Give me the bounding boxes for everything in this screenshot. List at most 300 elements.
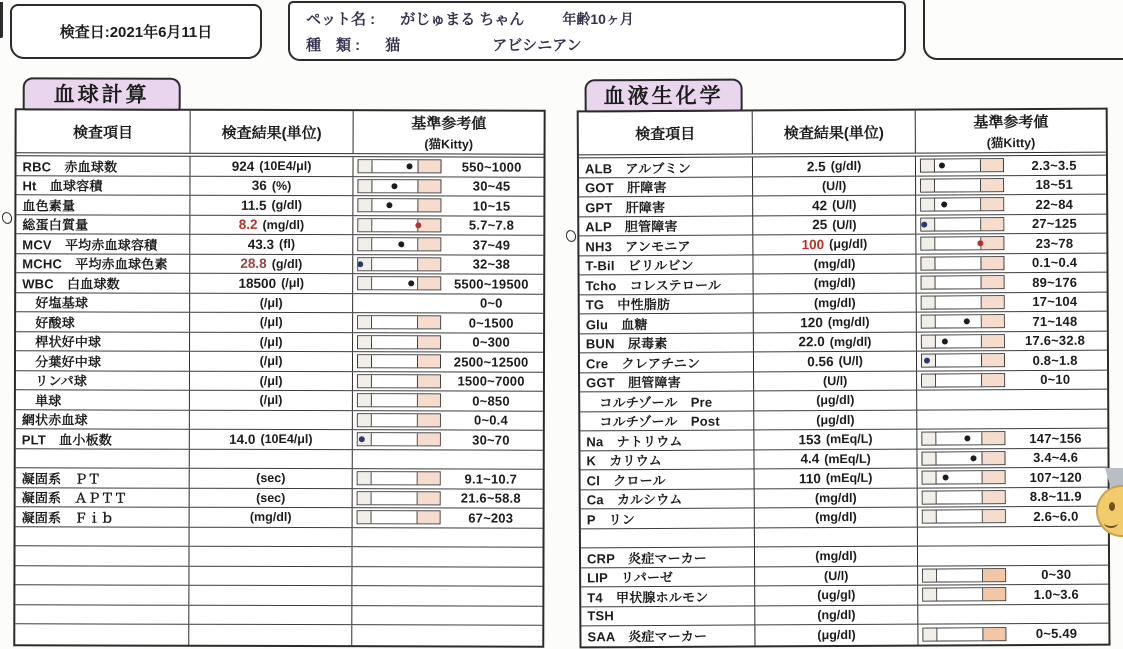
test-item-label: TG 中性脂肪 bbox=[585, 297, 671, 313]
range-bar-segment bbox=[981, 218, 1003, 230]
reference-header-main: 基準参考値 bbox=[973, 113, 1049, 132]
table-row bbox=[16, 371, 543, 392]
range-bar-segment bbox=[372, 336, 418, 348]
range-bar-segment bbox=[981, 179, 1003, 191]
table-row bbox=[16, 429, 543, 450]
range-bar-segment bbox=[372, 492, 418, 504]
reference-range-bar bbox=[357, 432, 441, 446]
range-bar-segment bbox=[937, 511, 983, 523]
range-bar-segment bbox=[923, 472, 937, 484]
result-value: 43.3 bbox=[247, 236, 275, 252]
result-value: 4.4 bbox=[800, 451, 820, 467]
reference-range-bar bbox=[921, 295, 1005, 309]
range-bar-segment bbox=[359, 238, 373, 250]
test-item-label: 血色素量 bbox=[22, 198, 76, 214]
range-bar-segment bbox=[418, 473, 440, 485]
test-item-label: 凝固系 ＡＰＴＴ bbox=[21, 490, 128, 506]
result-value: 42 bbox=[812, 197, 828, 213]
species-label: 種 類 : bbox=[306, 37, 361, 54]
reference-range-bar bbox=[921, 256, 1005, 270]
range-bar-segment bbox=[981, 237, 1003, 249]
result-dot-marker bbox=[971, 455, 977, 461]
result-unit: (sec) bbox=[256, 490, 286, 505]
test-item-label: T4 甲状腺ホルモン bbox=[587, 589, 709, 606]
result-dot-marker bbox=[924, 358, 930, 364]
range-bar-segment bbox=[418, 278, 440, 290]
reference-range-text: 0~1500 bbox=[468, 315, 514, 331]
test-item-label: コルチゾール Post bbox=[586, 413, 720, 430]
test-item-label: 網状赤血球 bbox=[21, 412, 88, 428]
result-unit: (/μl) bbox=[259, 334, 283, 349]
result-dot-marker bbox=[415, 222, 421, 228]
reference-range-text: 0~5.49 bbox=[1035, 626, 1078, 642]
exam-date-box bbox=[10, 4, 262, 59]
table-row bbox=[16, 468, 543, 489]
test-item-label: Tcho コレステロール bbox=[585, 277, 722, 294]
reference-range-text: 1.0~3.6 bbox=[1033, 586, 1079, 602]
range-bar-segment bbox=[921, 160, 935, 172]
reference-range-bar bbox=[921, 314, 1005, 328]
table-row bbox=[579, 175, 1106, 197]
range-bar-segment bbox=[982, 374, 1004, 386]
range-bar-segment bbox=[358, 277, 372, 289]
table-row bbox=[15, 566, 542, 587]
reference-range-text: 0~0 bbox=[479, 295, 503, 311]
range-bar-segment bbox=[359, 199, 373, 211]
reference-range-text: 107~120 bbox=[1029, 469, 1082, 485]
range-bar-segment bbox=[924, 628, 938, 640]
test-item-label: WBC 白血球数 bbox=[22, 276, 120, 292]
result-unit: (U/l) bbox=[832, 217, 857, 232]
reference-range-text: 67~203 bbox=[468, 510, 514, 526]
range-bar-segment bbox=[921, 179, 935, 191]
result-value: 22.0 bbox=[798, 334, 825, 350]
reference-range-text: 30~70 bbox=[472, 432, 510, 448]
chemistry-table bbox=[577, 108, 1111, 648]
reference-header-sub: (猫Kitty) bbox=[986, 135, 1036, 151]
reference-range-bar bbox=[357, 315, 441, 329]
test-item-label: MCV 平均赤血球容積 bbox=[22, 237, 158, 253]
range-bar-segment bbox=[983, 491, 1005, 503]
result-dot-marker bbox=[941, 202, 947, 208]
test-item-label: 総蛋白質量 bbox=[22, 217, 89, 233]
reference-range-bar bbox=[357, 510, 441, 524]
test-item-label: 単球 bbox=[21, 393, 62, 409]
chemistry-table-body bbox=[579, 155, 1109, 646]
scan-edge-artifact bbox=[0, 2, 3, 38]
test-item-label: リンパ球 bbox=[21, 373, 88, 389]
range-bar-segment bbox=[922, 335, 936, 347]
result-unit: (mg/dl) bbox=[829, 334, 872, 349]
range-bar-segment bbox=[923, 433, 937, 445]
reference-range-text: 1500~7000 bbox=[457, 373, 525, 389]
test-item-label: T-Bil ビリルビン bbox=[585, 258, 694, 274]
test-item-label: ALP 胆管障害 bbox=[585, 219, 678, 235]
reference-range-text: 5500~19500 bbox=[453, 276, 529, 292]
result-dot-marker bbox=[392, 183, 398, 189]
range-bar-segment bbox=[936, 277, 982, 289]
result-dot-marker bbox=[978, 241, 984, 247]
reference-range-bar bbox=[921, 236, 1005, 250]
reference-range-bar bbox=[358, 237, 442, 251]
test-item-label: TSH bbox=[587, 608, 614, 624]
result-unit: (/μl) bbox=[259, 354, 283, 369]
range-bar-segment bbox=[938, 628, 984, 640]
range-bar-segment bbox=[418, 414, 440, 426]
reference-range-text: 2.3~3.5 bbox=[1031, 157, 1077, 173]
range-bar-segment bbox=[358, 375, 372, 387]
range-bar-segment bbox=[982, 257, 1004, 269]
reference-range-text: 550~1000 bbox=[461, 159, 522, 175]
range-bar-segment bbox=[984, 628, 1006, 640]
result-dot-marker bbox=[942, 338, 948, 344]
result-unit: (mEq/L) bbox=[824, 451, 871, 466]
reference-range-text: 2.6~6.0 bbox=[1033, 508, 1079, 524]
result-unit: (%) bbox=[271, 178, 292, 193]
test-item-label: 好塩基球 bbox=[22, 295, 89, 311]
range-bar-segment bbox=[937, 433, 983, 445]
column-header-reference bbox=[916, 110, 1106, 153]
reference-range-text: 0~10 bbox=[1040, 372, 1071, 388]
reference-range-text: 27~125 bbox=[1031, 216, 1077, 232]
test-item-label: コルチゾール Pre bbox=[586, 394, 713, 411]
table-row bbox=[16, 215, 543, 236]
reference-range-text: 2500~12500 bbox=[453, 354, 529, 370]
test-item-label: P リン bbox=[586, 511, 636, 528]
reference-range-bar bbox=[357, 413, 441, 427]
reference-range-bar bbox=[358, 257, 442, 271]
test-item-label: 凝固系 Ｆｉｂ bbox=[21, 510, 115, 526]
reference-range-bar bbox=[922, 470, 1006, 484]
reference-range-bar bbox=[920, 158, 1004, 172]
test-item-label: GPT 肝障害 bbox=[585, 199, 666, 216]
range-bar-segment bbox=[358, 316, 372, 328]
result-unit: (fl) bbox=[279, 237, 296, 252]
range-bar-segment bbox=[372, 258, 418, 270]
result-unit: (U/l) bbox=[821, 178, 847, 193]
range-bar-segment bbox=[922, 374, 936, 386]
range-bar-segment bbox=[922, 277, 936, 289]
cbc-panel-title bbox=[23, 77, 181, 110]
result-unit: (mg/dl) bbox=[813, 276, 856, 291]
table-row bbox=[16, 390, 543, 411]
table-row bbox=[16, 351, 543, 372]
range-bar-segment bbox=[983, 569, 1005, 581]
emoji-face bbox=[1096, 485, 1123, 537]
range-bar-segment bbox=[981, 159, 1003, 171]
reference-header-sub: (猫Kitty) bbox=[424, 137, 474, 152]
test-item-label: ALB アルブミン bbox=[584, 160, 692, 177]
result-unit: (U/l) bbox=[832, 198, 857, 213]
range-bar-segment bbox=[922, 296, 936, 308]
chemistry-title-text: 血液生化学 bbox=[603, 84, 724, 109]
range-bar-segment bbox=[419, 161, 441, 173]
reference-range-bar bbox=[357, 374, 441, 388]
range-bar-segment bbox=[358, 336, 372, 348]
test-item-label: 分葉好中球 bbox=[21, 354, 102, 370]
pet-name-line bbox=[306, 8, 888, 34]
range-bar-segment bbox=[418, 434, 440, 446]
range-bar-segment bbox=[418, 356, 440, 368]
cbc-title-text: 血球計算 bbox=[53, 83, 150, 107]
range-bar-segment bbox=[936, 316, 982, 328]
range-bar-segment bbox=[419, 200, 441, 212]
reference-range-bar bbox=[358, 218, 442, 232]
reference-range-bar bbox=[920, 178, 1004, 192]
range-bar-segment bbox=[418, 258, 440, 270]
result-dot-marker bbox=[398, 242, 404, 248]
result-unit: (mg/dl) bbox=[815, 549, 857, 564]
test-item-label: Glu 血糖 bbox=[585, 316, 648, 333]
table-row bbox=[16, 273, 543, 294]
range-bar-segment bbox=[372, 433, 418, 445]
table-row bbox=[16, 312, 543, 333]
test-item-label: SAA 炎症マーカー bbox=[587, 628, 708, 645]
test-item-label: Cl クロール bbox=[586, 472, 666, 489]
reference-range-text: 8.8~11.9 bbox=[1029, 489, 1082, 505]
result-unit: (mg/dl) bbox=[813, 295, 856, 310]
reference-range-text: 0~850 bbox=[472, 393, 510, 409]
test-item-label: BUN 尿毒素 bbox=[585, 336, 668, 352]
range-bar-segment bbox=[418, 317, 440, 329]
result-value: 2.5 bbox=[806, 158, 826, 174]
result-value: 120 bbox=[800, 314, 823, 330]
result-value: 28.8 bbox=[240, 256, 267, 272]
reference-range-bar bbox=[357, 471, 441, 485]
test-item-label: NH3 アンモニア bbox=[585, 238, 691, 255]
handwritten-circle-mark bbox=[0, 211, 13, 226]
reference-range-bar bbox=[922, 451, 1006, 465]
range-bar-segment bbox=[373, 199, 419, 211]
test-item-label: Ht 血球容積 bbox=[22, 178, 103, 194]
reference-range-bar bbox=[357, 276, 441, 290]
test-item-label: RBC 赤血球数 bbox=[22, 159, 118, 175]
column-header-reference bbox=[354, 111, 544, 153]
range-bar-segment bbox=[982, 276, 1004, 288]
table-row bbox=[16, 410, 543, 431]
table-row bbox=[16, 195, 543, 216]
reference-range-text: 30~45 bbox=[472, 178, 511, 194]
result-unit: (U/l) bbox=[824, 568, 849, 583]
result-unit: (mg/dl) bbox=[262, 217, 305, 232]
result-value: 0.56 bbox=[807, 353, 834, 369]
reference-range-bar bbox=[923, 627, 1007, 641]
reference-range-text: 147~156 bbox=[1029, 430, 1082, 446]
column-header-result: 検査結果(単位) bbox=[753, 111, 917, 154]
range-bar-segment bbox=[359, 180, 373, 192]
emoji-eye bbox=[1109, 502, 1115, 511]
reference-range-bar bbox=[921, 353, 1005, 367]
table-row bbox=[16, 507, 543, 528]
reference-range-bar bbox=[922, 587, 1006, 601]
result-unit: (U/l) bbox=[838, 354, 863, 369]
table-row bbox=[16, 156, 543, 177]
medal-face-emoji-icon bbox=[1096, 468, 1123, 548]
test-item-label: GOT 肝障害 bbox=[585, 180, 667, 196]
test-item-label: Na ナトリウム bbox=[586, 433, 683, 450]
range-bar-segment bbox=[358, 355, 372, 367]
reference-range-text: 5.7~7.8 bbox=[468, 217, 515, 233]
result-unit: (10E4/μl) bbox=[260, 432, 313, 447]
range-bar-segment bbox=[936, 238, 982, 250]
result-unit: (/μl) bbox=[259, 315, 283, 330]
exam-date-text: 検査日:2021年6月11日 bbox=[59, 24, 213, 41]
test-item-label: PLT 血小板数 bbox=[21, 432, 113, 448]
range-bar-segment bbox=[372, 238, 418, 250]
reference-range-text: 18~51 bbox=[1035, 177, 1073, 193]
range-bar-segment bbox=[935, 179, 981, 191]
result-unit: (mg/dl) bbox=[815, 510, 857, 525]
range-bar-segment bbox=[936, 296, 982, 308]
result-unit: (/μl) bbox=[281, 276, 305, 291]
range-bar-segment bbox=[418, 492, 440, 504]
range-bar-segment bbox=[983, 452, 1005, 464]
cbc-table-header bbox=[17, 110, 544, 154]
reference-range-bar bbox=[922, 490, 1006, 504]
range-bar-segment bbox=[937, 589, 983, 601]
result-value: 153 bbox=[798, 431, 822, 447]
range-bar-segment bbox=[358, 492, 372, 504]
range-bar-segment bbox=[372, 355, 418, 367]
range-bar-segment bbox=[923, 452, 937, 464]
table-row bbox=[15, 605, 542, 626]
reference-range-bar bbox=[921, 217, 1005, 231]
cbc-table-body bbox=[15, 155, 543, 645]
range-bar-segment bbox=[372, 316, 418, 328]
result-dot-marker bbox=[407, 164, 413, 170]
range-bar-segment bbox=[937, 491, 983, 503]
range-bar-segment bbox=[372, 472, 418, 484]
range-bar-segment bbox=[982, 315, 1004, 327]
range-bar-segment bbox=[372, 414, 418, 426]
range-bar-segment bbox=[983, 471, 1005, 483]
range-bar-segment bbox=[982, 354, 1004, 366]
table-row bbox=[16, 254, 543, 275]
test-item-label: MCHC 平均赤血球色素 bbox=[22, 256, 168, 272]
range-bar-segment bbox=[419, 180, 441, 192]
range-bar-segment bbox=[359, 219, 373, 231]
result-unit: (/μl) bbox=[259, 295, 283, 310]
species-value: 猫 bbox=[385, 37, 401, 54]
range-bar-segment bbox=[372, 394, 418, 406]
range-bar-segment bbox=[981, 198, 1003, 210]
result-unit: (mg/dl) bbox=[827, 315, 870, 330]
result-unit: (g/dl) bbox=[271, 198, 303, 213]
test-item-label: 桿状好中球 bbox=[22, 334, 102, 350]
range-bar-segment bbox=[358, 414, 372, 426]
pet-name-label: ペット名 : bbox=[306, 11, 376, 28]
result-dot-marker bbox=[387, 203, 393, 209]
range-bar-segment bbox=[359, 160, 373, 172]
result-dot-marker bbox=[359, 436, 365, 442]
table-row bbox=[16, 527, 543, 548]
reference-range-text: 0~30 bbox=[1041, 567, 1072, 583]
handwritten-circle-mark bbox=[564, 229, 577, 244]
reference-range-bar bbox=[357, 491, 441, 505]
result-unit: (μg/dl) bbox=[816, 393, 855, 408]
test-item-label: 好酸球 bbox=[22, 315, 75, 331]
result-unit: (sec) bbox=[256, 471, 286, 486]
reference-range-bar bbox=[358, 198, 442, 212]
range-bar-segment bbox=[418, 395, 440, 407]
reference-range-bar bbox=[921, 373, 1005, 387]
reference-range-bar bbox=[921, 275, 1005, 289]
result-dot-marker bbox=[408, 281, 414, 287]
reference-range-text: 71~148 bbox=[1032, 313, 1078, 329]
table-row bbox=[579, 156, 1106, 178]
test-item-label: CRP 炎症マーカー bbox=[586, 550, 708, 567]
reference-range-text: 9.1~10.7 bbox=[464, 471, 518, 487]
range-bar-segment bbox=[982, 432, 1004, 444]
test-item-label: Ca カルシウム bbox=[586, 492, 683, 508]
result-unit: (mg/dl) bbox=[813, 256, 856, 271]
reference-range-bar bbox=[922, 509, 1006, 523]
reference-range-text: 32~38 bbox=[472, 256, 511, 272]
reference-range-text: 23~78 bbox=[1035, 235, 1074, 251]
reference-range-text: 89~176 bbox=[1032, 274, 1078, 290]
reference-range-bar bbox=[358, 179, 442, 193]
reference-range-text: 17.6~32.8 bbox=[1024, 332, 1086, 349]
result-unit: (/μl) bbox=[259, 373, 283, 388]
reference-header-main: 基準参考値 bbox=[411, 115, 487, 133]
reference-range-bar bbox=[357, 335, 441, 349]
chemistry-panel bbox=[577, 77, 1111, 648]
test-item-label: GGT 胆管障害 bbox=[586, 375, 681, 391]
result-dot-marker bbox=[939, 163, 945, 169]
range-bar-segment bbox=[358, 511, 372, 523]
table-row bbox=[15, 546, 542, 567]
result-unit: (mEq/L) bbox=[825, 432, 873, 447]
result-value: 110 bbox=[798, 470, 821, 486]
range-bar-segment bbox=[936, 257, 982, 269]
result-dot-marker bbox=[921, 221, 927, 227]
table-row bbox=[16, 449, 543, 470]
pet-info-box bbox=[288, 1, 906, 61]
reference-range-text: 0.8~1.8 bbox=[1032, 352, 1078, 368]
result-dot-marker bbox=[965, 436, 971, 442]
result-dot-marker bbox=[357, 261, 363, 267]
range-bar-segment bbox=[418, 512, 440, 524]
reference-range-text: 0.1~0.4 bbox=[1031, 255, 1078, 271]
result-value: 36 bbox=[251, 178, 267, 194]
test-item-label: Cre クレアチニン bbox=[585, 355, 701, 372]
result-unit: (g/dl) bbox=[271, 256, 303, 271]
test-item-label: K カリウム bbox=[586, 453, 663, 469]
reference-range-text: 21.6~58.8 bbox=[460, 490, 521, 506]
table-row bbox=[16, 488, 543, 509]
result-value: 100 bbox=[801, 236, 825, 252]
result-value: 924 bbox=[231, 158, 255, 174]
range-bar-segment bbox=[373, 219, 419, 231]
range-bar-segment bbox=[983, 510, 1005, 522]
range-bar-segment bbox=[923, 511, 937, 523]
reference-range-text: 10~15 bbox=[472, 198, 511, 214]
range-bar-segment bbox=[358, 394, 372, 406]
table-row bbox=[16, 293, 543, 314]
reference-range-text: 17~104 bbox=[1032, 294, 1078, 310]
result-unit: (μg/dl) bbox=[816, 412, 855, 427]
range-bar-segment bbox=[372, 511, 418, 523]
column-header-result: 検査結果(単位) bbox=[190, 111, 353, 153]
test-item-label: LIP リパーゼ bbox=[587, 570, 674, 586]
reference-range-bar bbox=[922, 431, 1006, 445]
result-value: 11.5 bbox=[240, 197, 267, 213]
range-bar-segment bbox=[418, 219, 440, 231]
range-bar-segment bbox=[935, 218, 981, 230]
cbc-table bbox=[13, 108, 545, 647]
table-row bbox=[16, 332, 543, 353]
result-unit: (U/l) bbox=[822, 373, 848, 388]
